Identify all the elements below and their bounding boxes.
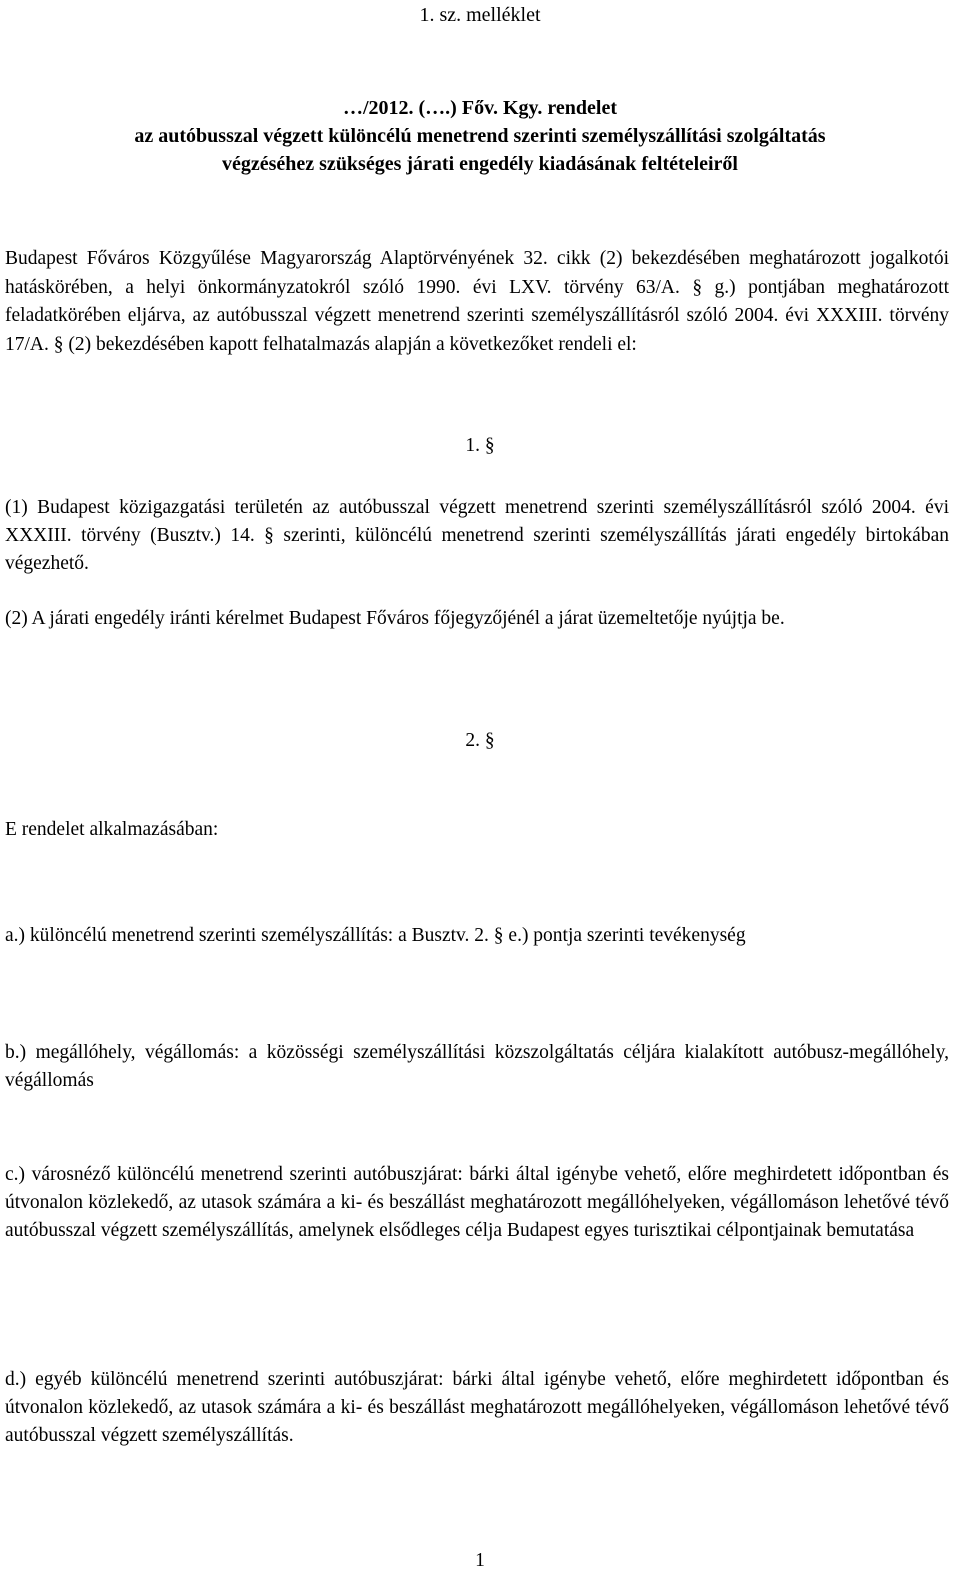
title-line-3: végzéséhez szükséges járati engedély kiadásának feltételeiről: [221, 153, 738, 175]
section-1-paragraph-1: (1) Budapest közigazgatási területén az autóbusszal végzett menetrend szerinti személyszállításról szóló 2004. évi XXXIII. törvény (Busztv.) 14. § szerinti, különcélú menetrend szerinti személyszállítás járati engedély birtokában végezhető.: [5, 497, 949, 574]
preamble-paragraph: Budapest Főváros Közgyűlése Magyarország Alaptörvényének 32. cikk (2) bekezdésében meghatározott jogalkotói hatáskörében, a helyi önkormányzatokról szóló 1990. évi LXV. törvény 63/A. § g.) pontjában meghatározott feladatkörében eljárva, az autóbusszal végzett menetrend szerinti személyszállításról szóló 2004. évi XXXIII. törvény 17/A. § (2) bekezdésében kapott felhatalmazás alapján a következőket rendeli el:: [5, 248, 949, 355]
section-2-heading: 2. §: [465, 730, 495, 751]
section-1-paragraph-2: (2) A járati engedély iránti kérelmet Budapest Főváros főjegyzőjénél a járat üzemeltetője nyújtja be.: [5, 608, 785, 629]
title-line-2: az autóbusszal végzett különcélú menetrend szerinti személyszállítási szolgáltatás: [134, 125, 826, 147]
page-number: 1: [475, 1550, 485, 1571]
title-line-1: …/2012. (….) Főv. Kgy. rendelet: [342, 97, 618, 119]
definition-b: b.) megállóhely, végállomás: a közösségi személyszállítási közszolgáltatás céljára kialakított autóbusz-megállóhely, végállomás: [5, 1042, 949, 1091]
section-2-intro: E rendelet alkalmazásában:: [5, 819, 219, 840]
section-1-heading: 1. §: [465, 435, 495, 456]
definition-c: c.) városnéző különcélú menetrend szerinti autóbuszjárat: bárki által igénybe vehető, előre meghirdetett időpontban és útvonalon közlekedő, az utasok számára a ki- és beszállást meghatározott megállóhelyeken, végállomáson lehetővé tévő autóbusszal végzett személyszállítás, amelynek elsődleges célja Budapest egyes turisztikai célpontjainak bemutatása: [5, 1164, 949, 1241]
definition-a: a.) különcélú menetrend szerinti személyszállítás: a Busztv. 2. § e.) pontja szerinti tevékenység: [5, 925, 746, 946]
annex-label: 1. sz. melléklet: [419, 4, 541, 26]
regulation-title: [0, 94, 960, 178]
definition-d: d.) egyéb különcélú menetrend szerinti autóbuszjárat: bárki által igénybe vehető, előre meghirdetett időpontban és útvonalon közlekedő, az utasok számára a ki- és beszállást meghatározott megállóhelyeken, végállomáson lehetővé tévő autóbusszal végzett személyszállítás.: [5, 1369, 949, 1446]
